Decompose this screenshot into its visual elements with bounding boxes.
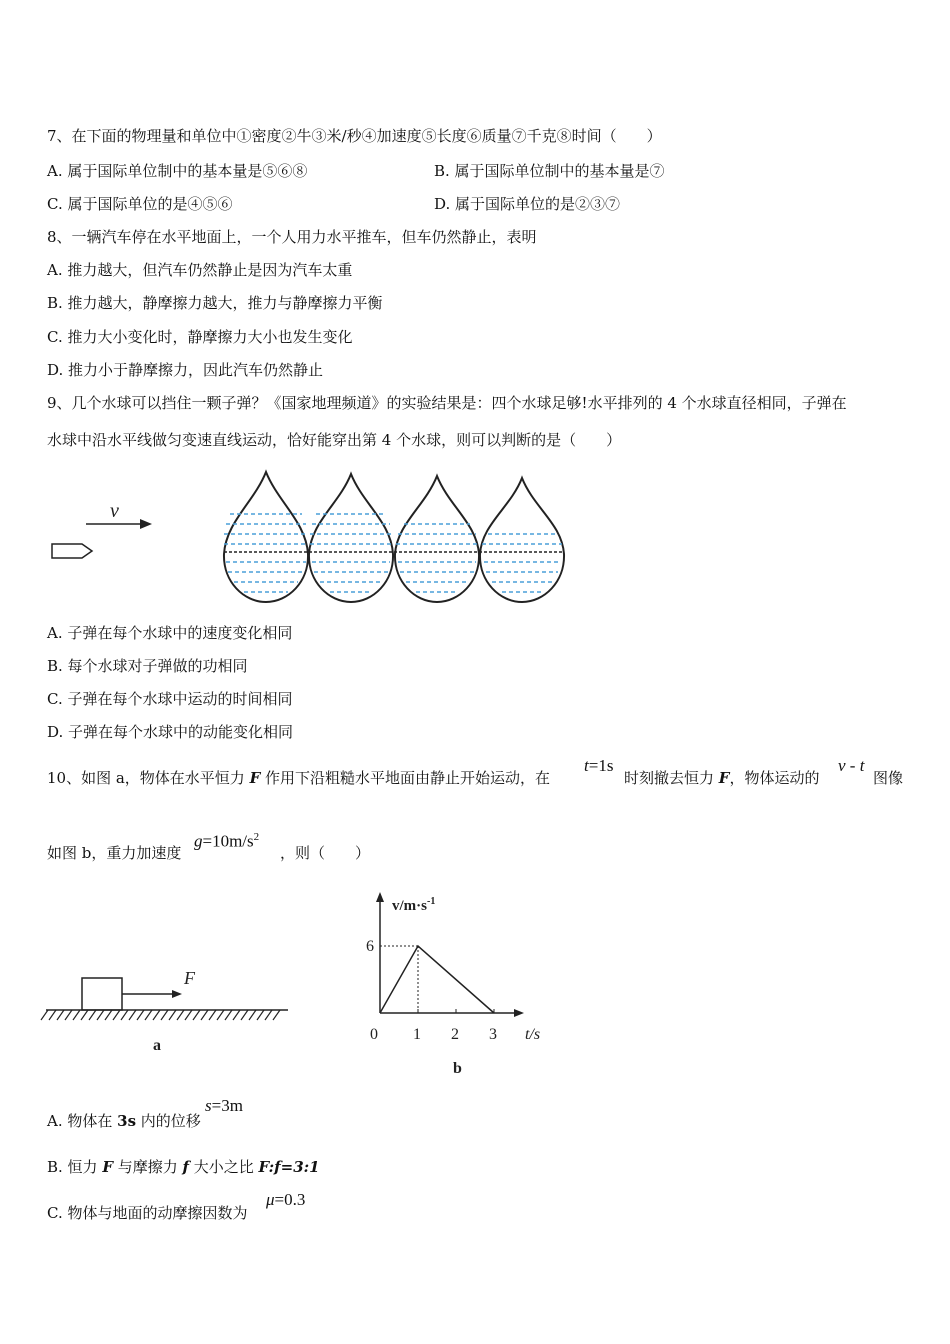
q8-option-c: C. 推力大小变化时，静摩擦力大小也发生变化 bbox=[47, 328, 353, 346]
velocity-label: v bbox=[110, 500, 119, 522]
q9-option-a: A. 子弹在每个水球中的速度变化相同 bbox=[47, 624, 293, 642]
q9-option-b: B. 每个水球对子弹做的功相同 bbox=[47, 657, 248, 675]
water-balls-figure bbox=[40, 462, 580, 612]
x-tick-label: 3 bbox=[489, 1026, 497, 1043]
ground-hatching bbox=[41, 1010, 280, 1020]
x-tick-label: 0 bbox=[370, 1026, 378, 1043]
q10-stem-line2: 如图 b，重力加速度 bbox=[47, 844, 182, 862]
q7-stem: 7、在下面的物理量和单位中①密度②牛③米/秒④加速度⑤长度⑥质量⑦千克⑧时间（ ） bbox=[47, 127, 662, 145]
q8-option-d: D. 推力小于静摩擦力，因此汽车仍然静止 bbox=[47, 361, 324, 379]
q10-math-g: $g=10m/s^2$ bbox=[194, 831, 260, 851]
block bbox=[82, 978, 122, 1010]
q9-stem-line2: 水球中沿水平线做匀变速直线运动，恰好能穿出第 4 个水球，则可以判断的是（ ） bbox=[47, 431, 622, 449]
x-tick-label: 2 bbox=[451, 1026, 459, 1043]
q8-stem: 8、一辆汽车停在水平地面上，一个人用力水平推车，但车仍然静止，表明 bbox=[47, 228, 537, 246]
q8-option-a: A. 推力越大，但汽车仍然静止是因为汽车太重 bbox=[47, 261, 353, 279]
q7-option-a: A. 属于国际单位制中的基本量是⑤⑥⑧ bbox=[47, 162, 308, 180]
x-tick-label: 1 bbox=[413, 1026, 421, 1043]
figure-a-caption: a bbox=[153, 1037, 161, 1054]
q10-option-b: B. 恒力 F 与摩擦力 f 大小之比 F:f=3:1 bbox=[47, 1158, 320, 1176]
q10-math-vt: v - t bbox=[838, 756, 865, 775]
water-ball-4 bbox=[480, 478, 564, 602]
force-label: F bbox=[184, 968, 195, 988]
y-tick-label: 6 bbox=[366, 938, 374, 955]
figure-b-chart bbox=[360, 888, 560, 1078]
q10-stem-line1: 10、如图 a，物体在水平恒力 F 作用下沿粗糙水平地面由静止开始运动，在 bbox=[47, 769, 551, 787]
q10-option-c: C. 物体与地面的动摩擦因数为 bbox=[47, 1204, 248, 1222]
q7-option-d: D. 属于国际单位的是②③⑦ bbox=[434, 195, 621, 213]
v-t-series-line bbox=[380, 946, 494, 1013]
q10-option-c-math: μ=0.3 bbox=[266, 1190, 306, 1209]
bullet-icon bbox=[52, 544, 92, 558]
q9-stem-line1: 9、几个水球可以挡住一颗子弹？《国家地理频道》的实验结果是：四个水球足够!水平排列的 4 个水球直径相同，子弹在 bbox=[47, 394, 847, 412]
q9-option-d: D. 子弹在每个水球中的动能变化相同 bbox=[47, 723, 294, 741]
q7-option-c: C. 属于国际单位的是④⑤⑥ bbox=[47, 195, 233, 213]
q10-stem-line1c: 图像 bbox=[873, 769, 904, 787]
figure-b-caption: b bbox=[453, 1060, 462, 1077]
y-axis-label: $v/m\cdot s^{-1}$ bbox=[392, 896, 436, 914]
water-ball-3 bbox=[395, 476, 479, 602]
q10-stem-line2b: ，则（ ） bbox=[280, 844, 371, 862]
q8-option-b: B. 推力越大，静摩擦力越大，推力与静摩擦力平衡 bbox=[47, 294, 383, 312]
x-axis-label: t/s bbox=[525, 1026, 541, 1043]
q7-option-b: B. 属于国际单位制中的基本量是⑦ bbox=[434, 162, 665, 180]
q10-option-a: A. 物体在 3s 内的位移 bbox=[47, 1112, 201, 1130]
q10-math-t: t=1s bbox=[584, 756, 614, 775]
q9-option-c: C. 子弹在每个水球中运动的时间相同 bbox=[47, 690, 293, 708]
q10-option-a-math: s=3m bbox=[205, 1096, 243, 1115]
figure-a bbox=[40, 960, 300, 1060]
q10-stem-line1b: 时刻撤去恒力 F，物体运动的 bbox=[624, 769, 820, 787]
